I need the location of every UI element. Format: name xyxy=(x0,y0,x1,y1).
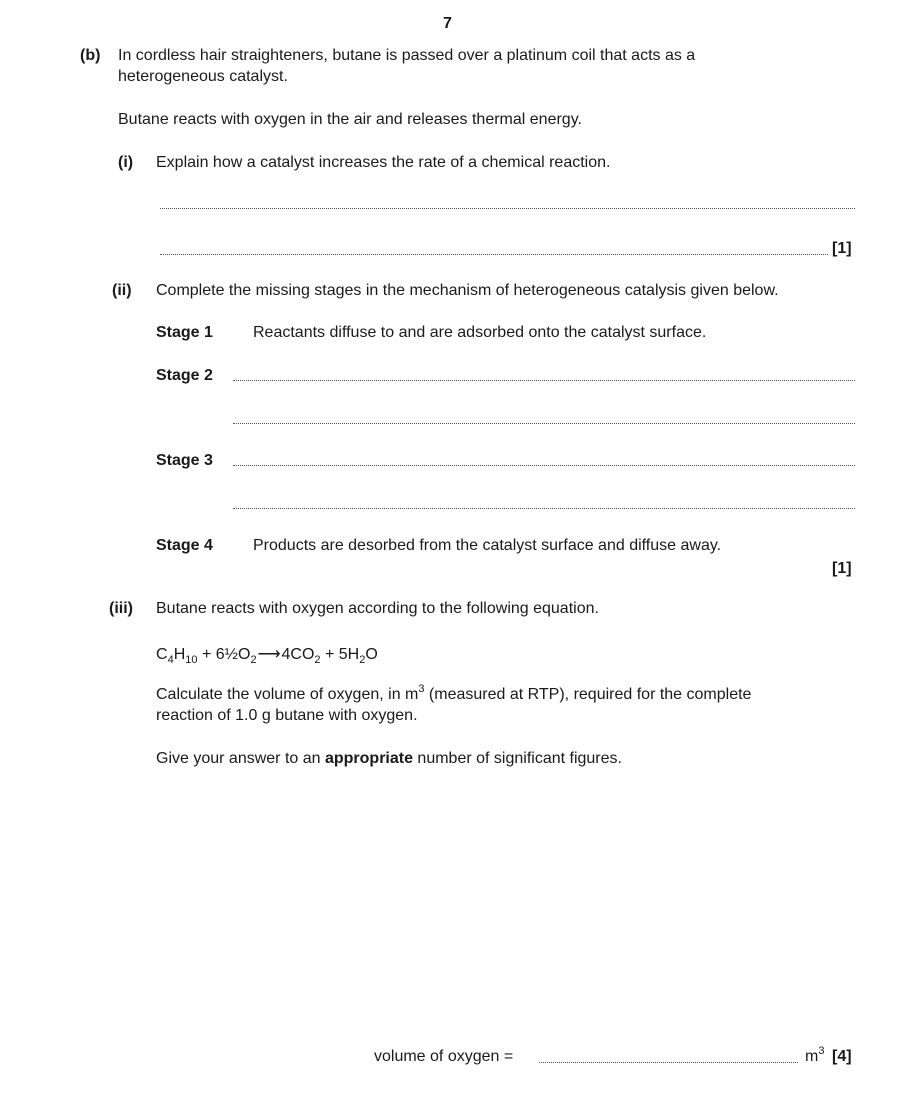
calculation-instruction-line2: reaction of 1.0 g butane with oxygen. xyxy=(156,707,418,724)
part-b-label: (b) xyxy=(80,47,101,64)
answer-unit: $m^3$ xyxy=(805,1045,825,1065)
mark-i: [1] xyxy=(832,240,852,257)
answer-label: volume of oxygen = xyxy=(374,1048,514,1065)
question-i-label: (i) xyxy=(118,154,134,171)
stage-2-label: Stage 2 xyxy=(156,367,213,384)
stage-3-answer-line-2[interactable] xyxy=(233,508,855,509)
answer-line-i-1[interactable] xyxy=(160,208,855,209)
stage-2-answer-line-1[interactable] xyxy=(233,380,855,381)
stage-3-label: Stage 3 xyxy=(156,452,213,469)
mark-ii: [1] xyxy=(832,560,852,577)
volume-answer-line[interactable] xyxy=(539,1062,798,1063)
part-b-intro-line2: heterogeneous catalyst. xyxy=(118,68,288,85)
stage-2-answer-line-2[interactable] xyxy=(233,423,855,424)
stage-1-text: Reactants diffuse to and are adsorbed onto the catalyst surface. xyxy=(253,324,707,341)
significant-figures-instruction: Give your answer to an appropriate number of significant figures. xyxy=(156,750,622,767)
calculation-instruction-line1: Calculate the volume of oxygen, in $m^3$ (measured at RTP), required for the complete xyxy=(156,683,752,703)
butane-combustion-equation: $C_4H_{10}$ + $6\frac{1}{2}O_2⟶4CO_2 + 5H_2O$ xyxy=(156,646,378,666)
part-b-statement: Butane reacts with oxygen in the air and releases thermal energy. xyxy=(118,111,582,128)
stage-4-text: Products are desorbed from the catalyst surface and diffuse away. xyxy=(253,537,722,554)
question-iii-prompt: Butane reacts with oxygen according to the following equation. xyxy=(156,600,599,617)
mark-iii: [4] xyxy=(832,1048,852,1065)
reaction-arrow-icon: ⟶ xyxy=(257,646,281,663)
stage-1-label: Stage 1 xyxy=(156,324,213,341)
question-ii-label: (ii) xyxy=(112,282,132,299)
answer-line-i-2[interactable] xyxy=(160,254,828,255)
stage-3-answer-line-1[interactable] xyxy=(233,465,855,466)
question-iii-label: (iii) xyxy=(109,600,133,617)
question-ii-prompt: Complete the missing stages in the mechanism of heterogeneous catalysis given below. xyxy=(156,282,779,299)
page-number: 7 xyxy=(443,15,452,32)
stage-4-label: Stage 4 xyxy=(156,537,213,554)
part-b-intro-line1: In cordless hair straighteners, butane is passed over a platinum coil that acts as a xyxy=(118,47,696,64)
question-i-prompt: Explain how a catalyst increases the rate of a chemical reaction. xyxy=(156,154,611,171)
